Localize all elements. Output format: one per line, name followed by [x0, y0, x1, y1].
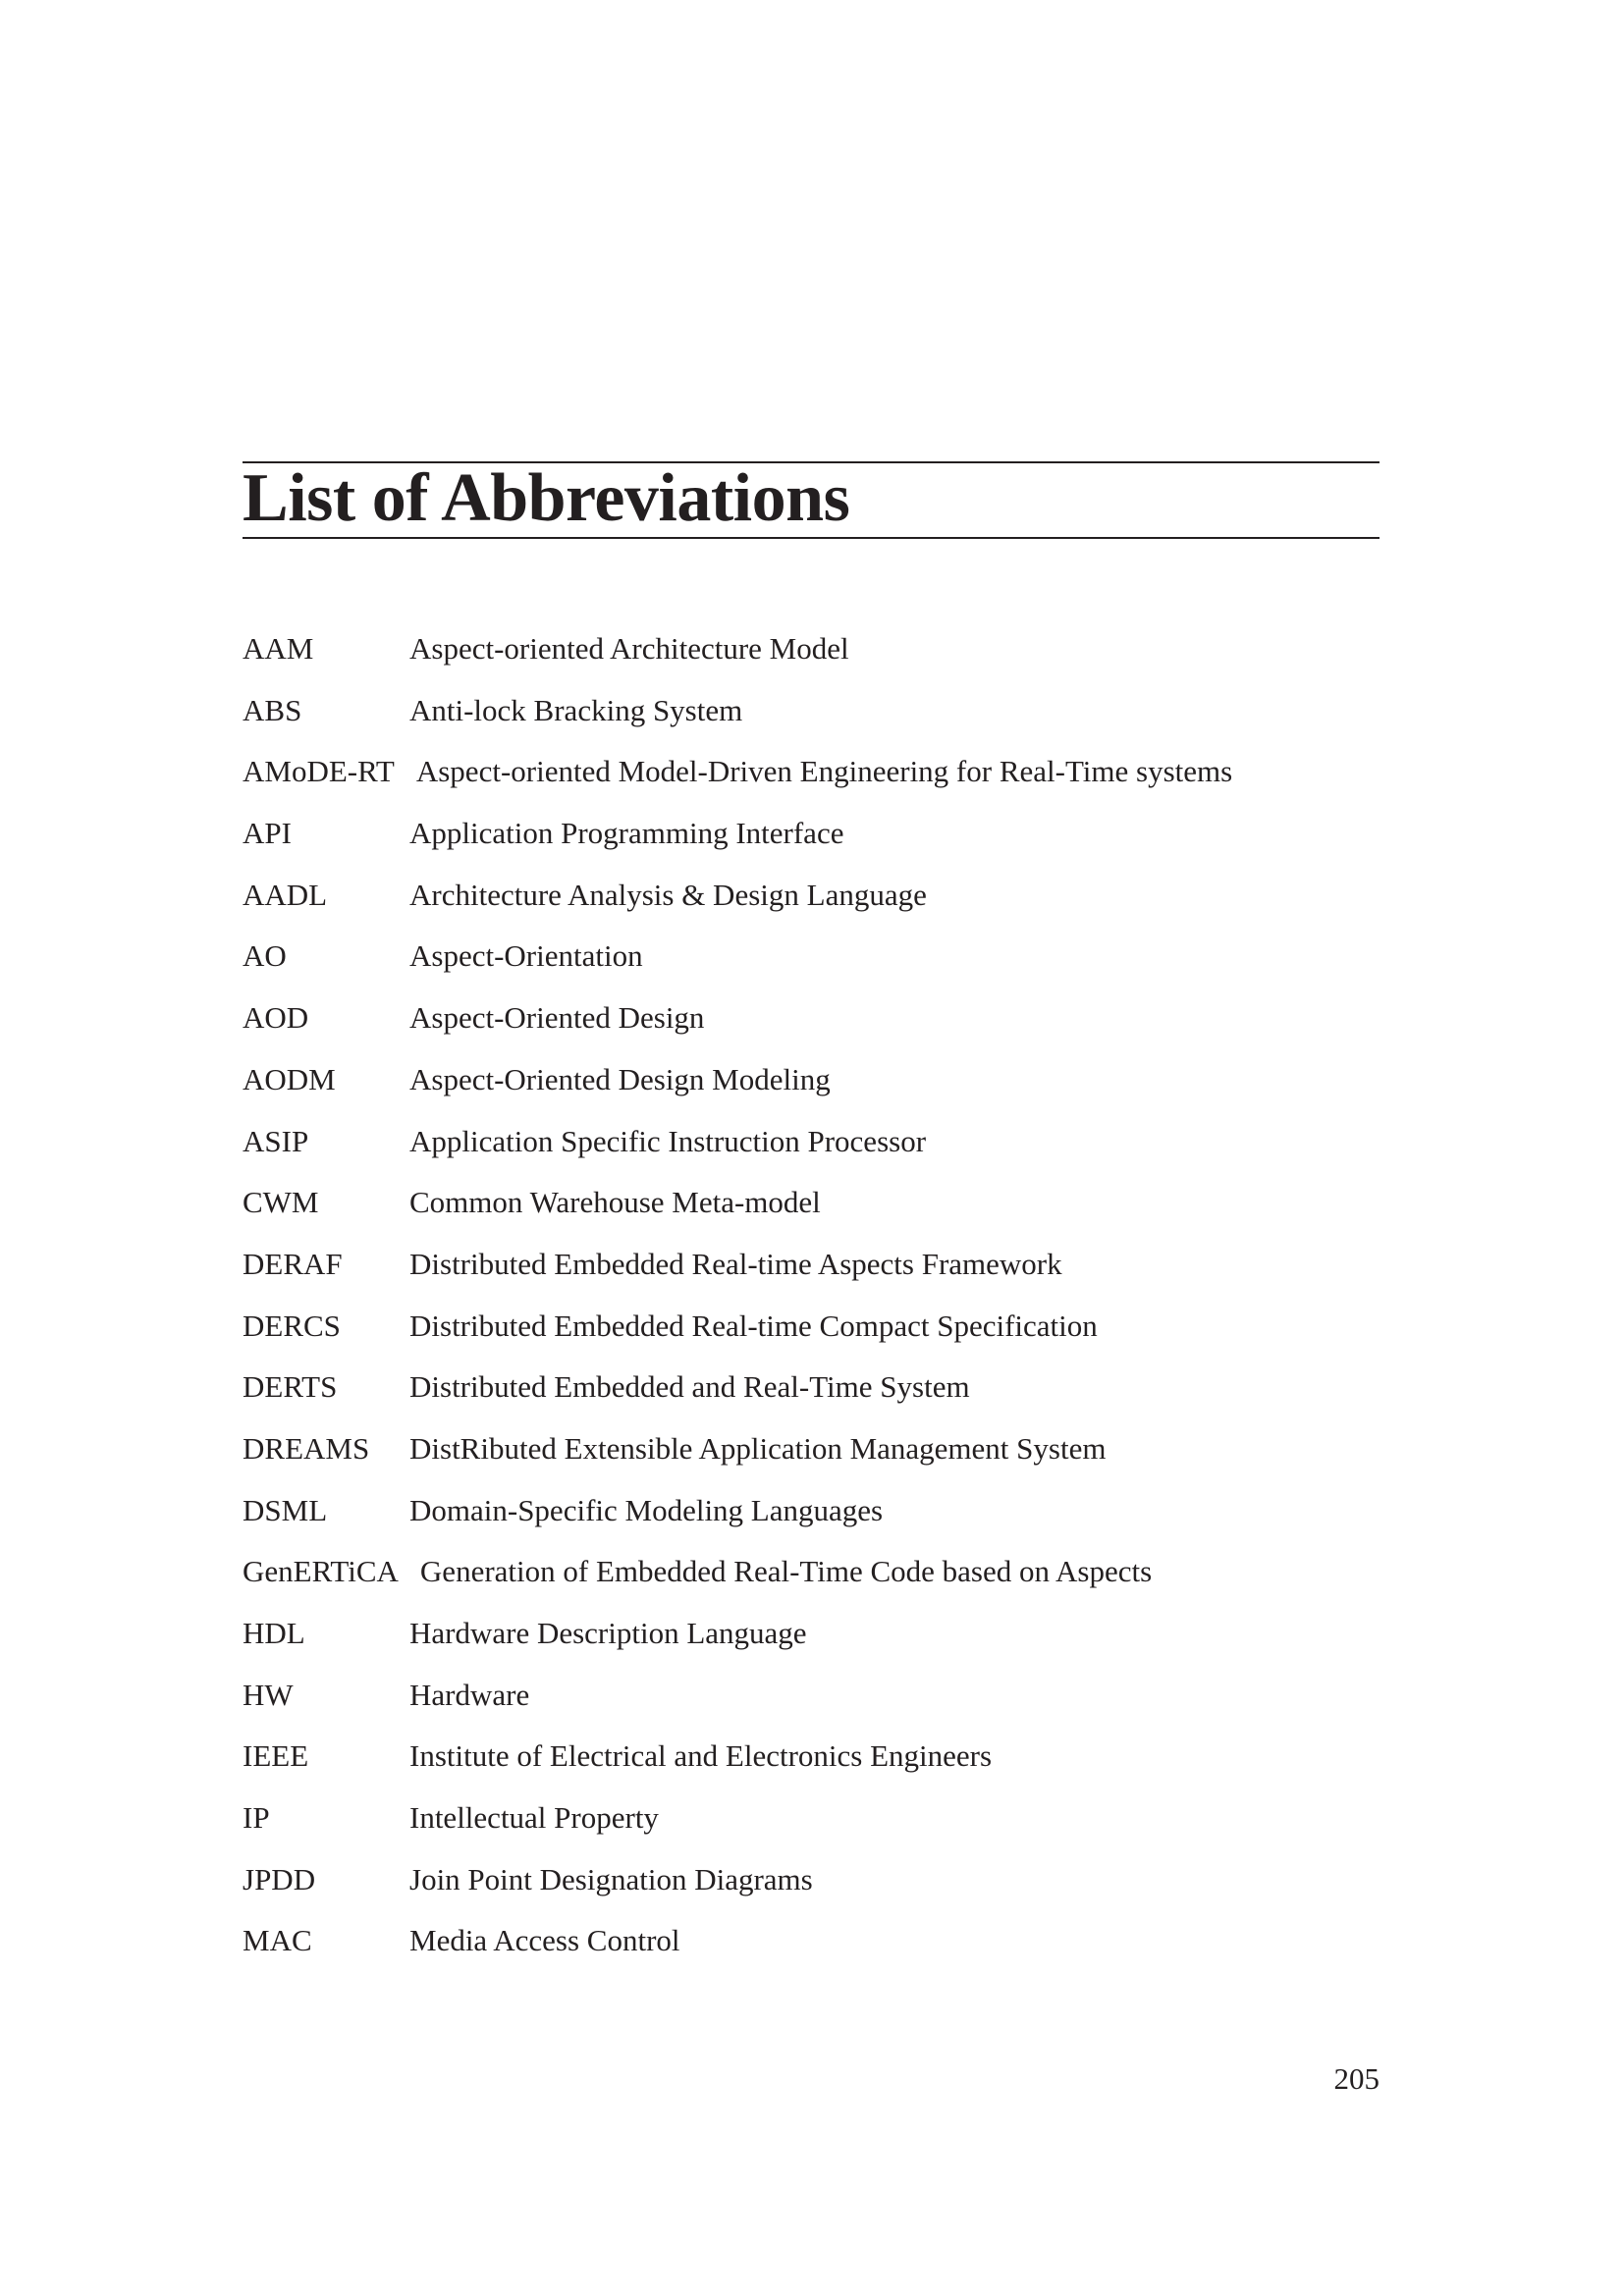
abbreviation-entry [243, 814, 1380, 876]
abbreviation-term: GenERTiCA [243, 1554, 399, 1589]
abbreviation-term: AOD [243, 1000, 309, 1036]
abbreviation-entry [243, 876, 1380, 937]
abbreviation-entry [243, 1122, 1380, 1184]
abbreviation-entry [243, 1798, 1380, 1860]
abbreviation-definition: Domain-Specific Modeling Languages [409, 1492, 884, 1527]
abbreviation-term: DSML [243, 1492, 328, 1527]
title-bottom-rule [243, 537, 1380, 539]
page-number: 205 [1333, 2061, 1380, 2096]
abbreviation-definition: Common Warehouse Meta-model [409, 1185, 821, 1220]
abbreviation-term: DERAF [243, 1246, 343, 1281]
abbreviation-definition: Aspect-Oriented Design [409, 1000, 705, 1036]
abbreviation-definition: Application Programming Interface [409, 816, 844, 851]
abbreviation-term: ASIP [243, 1123, 309, 1158]
abbreviation-definition: Aspect-Oriented Design Modeling [409, 1061, 831, 1096]
abbreviation-term: ABS [243, 692, 302, 727]
abbreviation-term: API [243, 816, 292, 851]
abbreviation-entry [243, 1552, 1380, 1614]
abbreviation-entry [243, 1183, 1380, 1245]
abbreviation-term: IP [243, 1800, 270, 1836]
page-title: List of Abbreviations [243, 460, 850, 536]
abbreviation-entry [243, 1614, 1380, 1676]
abbreviation-entry [243, 1367, 1380, 1429]
abbreviation-entry [243, 1860, 1380, 1922]
abbreviation-term: AADL [243, 877, 328, 912]
abbreviation-definition: Hardware Description Language [409, 1616, 807, 1650]
abbreviation-entry [243, 1429, 1380, 1491]
abbreviation-entry [243, 1060, 1380, 1122]
abbreviation-term: MAC [243, 1923, 312, 1958]
abbreviation-definition: Institute of Electrical and Electronics Engineers [409, 1738, 993, 1774]
abbreviation-definition: DistRibuted Extensible Application Management System [409, 1430, 1107, 1466]
abbreviation-term: AODM [243, 1061, 336, 1096]
abbreviation-definition: Aspect-oriented Architecture Model [409, 631, 849, 666]
abbreviation-definition: Anti-lock Bracking System [409, 692, 743, 727]
abbreviation-term: IEEE [243, 1738, 309, 1774]
abbreviation-term: AMoDE-RT [243, 754, 395, 789]
abbreviation-entry [243, 752, 1380, 814]
abbreviation-entry [243, 691, 1380, 753]
abbreviation-term: HDL [243, 1616, 305, 1650]
abbreviation-entry [243, 1921, 1380, 1983]
abbreviation-definition: Aspect-Orientation [409, 938, 643, 974]
abbreviation-term: JPDD [243, 1861, 316, 1896]
abbreviation-list [243, 629, 1380, 1983]
abbreviation-term: DERCS [243, 1308, 341, 1343]
abbreviation-entry [243, 1736, 1380, 1798]
abbreviation-definition: Media Access Control [409, 1923, 680, 1958]
abbreviation-term: DREAMS [243, 1430, 370, 1466]
abbreviation-definition: Join Point Designation Diagrams [409, 1861, 813, 1896]
abbreviation-definition: Application Specific Instruction Processor [409, 1123, 927, 1158]
abbreviation-definition: Distributed Embedded and Real-Time System [409, 1369, 970, 1405]
abbreviation-definition: Aspect-oriented Model-Driven Engineering for Real-Time systems [415, 754, 1233, 789]
abbreviation-definition: Generation of Embedded Real-Time Code based on Aspects [419, 1554, 1153, 1589]
abbreviation-term: AO [243, 938, 287, 974]
abbreviation-entry [243, 629, 1380, 691]
abbreviation-term: HW [243, 1677, 294, 1712]
abbreviation-term: CWM [243, 1185, 319, 1220]
abbreviation-entry [243, 936, 1380, 998]
abbreviation-definition: Hardware [409, 1677, 530, 1712]
abbreviation-entry [243, 1676, 1380, 1737]
abbreviation-entry [243, 1491, 1380, 1553]
abbreviation-definition: Intellectual Property [409, 1800, 659, 1836]
abbreviation-definition: Distributed Embedded Real-time Aspects Framework [409, 1246, 1062, 1281]
abbreviation-term: DERTS [243, 1369, 338, 1405]
abbreviation-term: AAM [243, 631, 314, 666]
abbreviation-entry [243, 998, 1380, 1060]
abbreviation-entry [243, 1245, 1380, 1307]
abbreviation-definition: Architecture Analysis & Design Language [409, 877, 927, 912]
abbreviation-entry [243, 1307, 1380, 1368]
abbreviation-definition: Distributed Embedded Real-time Compact Specification [409, 1308, 1098, 1343]
